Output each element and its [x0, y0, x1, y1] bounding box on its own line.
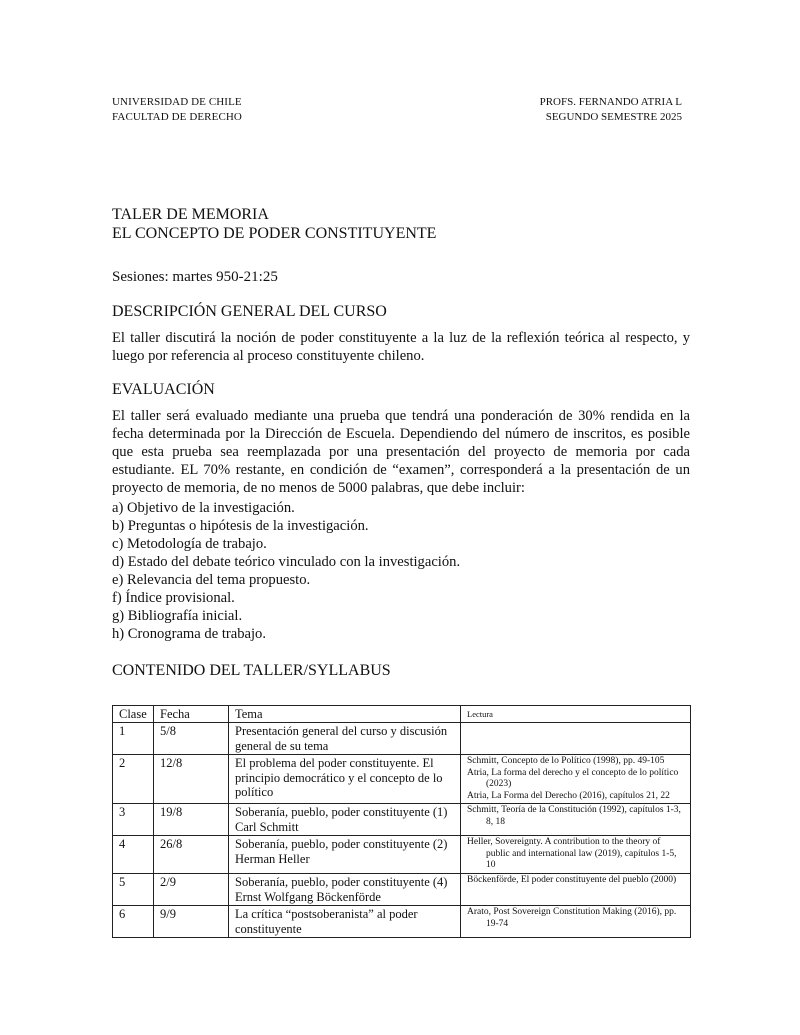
semester: SEGUNDO SEMESTRE 2025	[545, 111, 682, 123]
table-row	[113, 836, 691, 874]
document-title	[112, 205, 436, 243]
list-item: b) Preguntas o hipótesis de la investigación.	[112, 518, 369, 534]
list-item: c) Metodología de trabajo.	[112, 536, 267, 552]
table-row	[113, 723, 691, 755]
reading-item: Heller, Sovereignty. A contribution to the theory of public and international law (2019), capítulos 1-5, 10	[467, 837, 677, 870]
table-header-row	[113, 706, 691, 723]
list-item: h) Cronograma de trabajo.	[112, 626, 266, 642]
class-number-cell: 2	[113, 755, 154, 804]
readings-cell	[461, 906, 691, 938]
list-item: d) Estado del debate teórico vinculado con la investigación.	[112, 554, 461, 570]
reading-item: Atria, La forma del derecho y el concepto de lo político (2023)	[467, 767, 679, 789]
table-row	[113, 906, 691, 938]
list-item: f) Índice provisional.	[112, 590, 235, 606]
list-item: e) Relevancia del tema propuesto.	[112, 572, 311, 588]
title-line-2: EL CONCEPTO DE PODER CONSTITUYENTE	[112, 225, 437, 242]
class-number-cell: 4	[113, 836, 154, 874]
date-cell: 19/8	[154, 804, 229, 836]
class-number-cell: 1	[113, 723, 154, 755]
column-header-tema: Tema	[229, 706, 461, 723]
date-cell: 2/9	[154, 874, 229, 906]
topic-cell: Presentación general del curso y discusión general de su tema	[229, 723, 461, 755]
reading-item: Böckenförde, El poder constituyente del pueblo (2000)	[467, 875, 677, 885]
column-header-lectura: Lectura	[461, 706, 691, 723]
date-cell: 9/9	[154, 906, 229, 938]
date-cell: 12/8	[154, 755, 229, 804]
description-text: El taller discutirá la noción de poder constituyente a la luz de la reflexión teórica al respecto, y luego por referencia al proceso constituyente chileno.	[112, 330, 690, 364]
evaluation-heading: EVALUACIÓN	[112, 381, 215, 398]
evaluation-text: El taller será evaluado mediante una prueba que tendrá una ponderación de 30% rendida en la fecha determinada por la Dirección de Escuela. Dependiendo del número de inscritos, es posible que esta prueba sea reemplazada por una presentación del proyecto de memoria por cada estudiante. EL 70% restante, en condición de “examen”, corresponderá a la presentación de un proyecto de memoria, de no menos de 5000 palabras, que debe incluir:	[112, 408, 690, 496]
class-number-cell: 3	[113, 804, 154, 836]
topic-cell: El problema del poder constituyente. El principio democrático y el concepto de lo político	[229, 755, 461, 804]
class-number-cell: 6	[113, 906, 154, 938]
readings-cell	[461, 804, 691, 836]
professor-name: PROFS. FERNANDO ATRIA L	[539, 96, 682, 108]
reading-item: Arato, Post Sovereign Constitution Making (2016), pp. 19-74	[467, 907, 677, 929]
reading-item: Atria, La Forma del Derecho (2016), capítulos 21, 22	[467, 790, 670, 801]
readings-cell	[461, 755, 691, 804]
professor-header	[540, 95, 682, 125]
topic-cell: Soberanía, pueblo, poder constituyente (2) Herman Heller	[229, 836, 461, 874]
readings-cell	[461, 836, 691, 874]
topic-cell: Soberanía, pueblo, poder constituyente (4) Ernst Wolfgang Böckenförde	[229, 874, 461, 906]
title-line-1: TALER DE MEMORIA	[112, 206, 269, 223]
list-item: g) Bibliografía inicial.	[112, 608, 243, 624]
column-header-fecha: Fecha	[154, 706, 229, 723]
readings-cell	[461, 874, 691, 906]
table-row	[113, 874, 691, 906]
university-name: UNIVERSIDAD DE CHILE	[112, 96, 242, 108]
reading-item: Schmitt, Concepto de lo Político (1998), pp. 49-105	[467, 756, 665, 766]
syllabus-table	[112, 705, 691, 938]
table-row	[113, 804, 691, 836]
readings-cell	[461, 723, 691, 755]
topic-cell: La crítica “postsoberanista” al poder constituyente	[229, 906, 461, 938]
description-heading: DESCRIPCIÓN GENERAL DEL CURSO	[112, 303, 387, 320]
syllabus-heading: CONTENIDO DEL TALLER/SYLLABUS	[112, 662, 391, 679]
class-number-cell: 5	[113, 874, 154, 906]
evaluation-requirements-list	[112, 499, 460, 643]
list-item: a) Objetivo de la investigación.	[112, 500, 295, 516]
institution-header	[112, 95, 242, 125]
table-row	[113, 755, 691, 804]
date-cell: 5/8	[154, 723, 229, 755]
faculty-name: FACULTAD DE DERECHO	[112, 111, 242, 123]
reading-item: Schmitt, Teoría de la Constitución (1992), capítulos 1-3, 8, 18	[467, 805, 681, 827]
sessions-info: Sesiones: martes 950-21:25	[112, 269, 278, 285]
column-header-clase: Clase	[113, 706, 154, 723]
date-cell: 26/8	[154, 836, 229, 874]
topic-cell: Soberanía, pueblo, poder constituyente (1) Carl Schmitt	[229, 804, 461, 836]
